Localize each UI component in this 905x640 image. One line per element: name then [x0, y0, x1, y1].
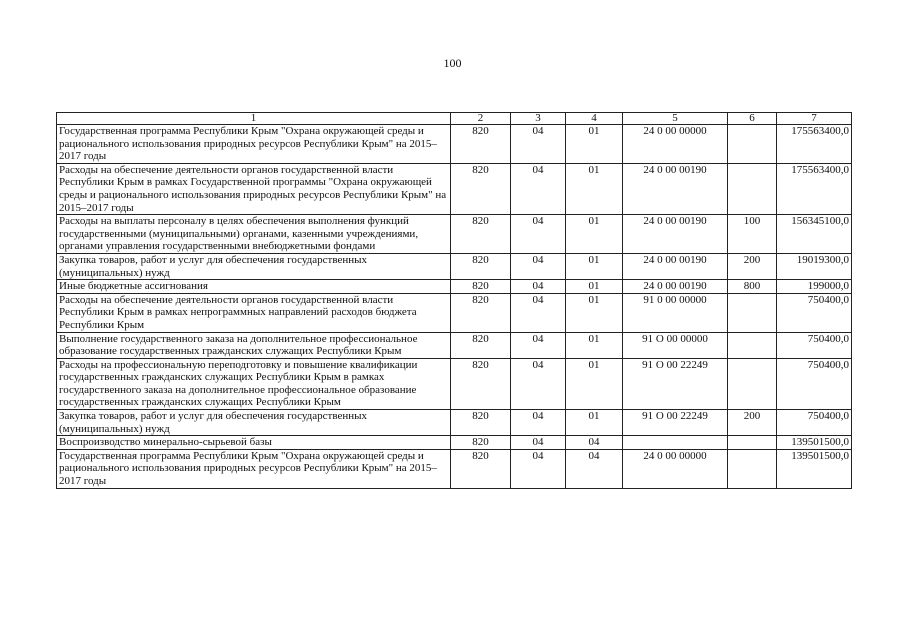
subsection-cell: 01 — [566, 332, 623, 358]
admin-code-cell: 820 — [451, 449, 511, 488]
target-article-cell: 91 О 00 00000 — [623, 332, 728, 358]
table-row — [57, 163, 852, 214]
expense-type-cell — [728, 332, 777, 358]
expense-type-cell — [728, 293, 777, 332]
budget-table — [56, 112, 852, 489]
row-name-cell: Расходы на обеспечение деятельности органов государственной власти Республики Крым в рамках непрограммных направлений расходов бюджета Республики Крым — [57, 293, 451, 332]
subsection-cell: 04 — [566, 449, 623, 488]
section-cell: 04 — [511, 293, 566, 332]
row-name-cell: Государственная программа Республики Крым "Охрана окружающей среды и рационального использования природных ресурсов Республики Крым" на 2015–2017 годы — [57, 125, 451, 164]
table-row — [57, 449, 852, 488]
expense-type-cell — [728, 358, 777, 409]
subsection-cell: 01 — [566, 253, 623, 279]
row-name-cell: Выполнение государственного заказа на дополнительное профессиональное образование государственных гражданских служащих Республики Крым — [57, 332, 451, 358]
section-cell: 04 — [511, 163, 566, 214]
admin-code-cell: 820 — [451, 125, 511, 164]
admin-code-cell: 820 — [451, 358, 511, 409]
section-cell: 04 — [511, 358, 566, 409]
amount-cell: 175563400,0 — [777, 125, 852, 164]
expense-type-cell: 200 — [728, 410, 777, 436]
target-article-cell: 91 О 00 22249 — [623, 410, 728, 436]
expense-type-cell — [728, 125, 777, 164]
row-name-cell: Закупка товаров, работ и услуг для обеспечения государственных (муниципальных) нужд — [57, 410, 451, 436]
admin-code-cell: 820 — [451, 253, 511, 279]
admin-code-cell: 820 — [451, 215, 511, 254]
expense-type-cell: 800 — [728, 280, 777, 294]
amount-cell: 750400,0 — [777, 332, 852, 358]
subsection-cell: 01 — [566, 358, 623, 409]
target-article-cell: 91 0 00 00000 — [623, 293, 728, 332]
section-cell: 04 — [511, 410, 566, 436]
amount-cell: 750400,0 — [777, 410, 852, 436]
section-cell: 04 — [511, 215, 566, 254]
target-article-cell: 24 0 00 00190 — [623, 280, 728, 294]
expense-type-cell — [728, 449, 777, 488]
table-row — [57, 125, 852, 164]
section-cell: 04 — [511, 449, 566, 488]
amount-cell: 750400,0 — [777, 358, 852, 409]
target-article-cell: 24 0 00 00190 — [623, 215, 728, 254]
admin-code-cell: 820 — [451, 410, 511, 436]
row-name-cell: Закупка товаров, работ и услуг для обеспечения государственных (муниципальных) нужд — [57, 253, 451, 279]
page-number: 100 — [443, 56, 462, 70]
amount-cell: 139501500,0 — [777, 436, 852, 450]
section-cell: 04 — [511, 125, 566, 164]
table-row — [57, 410, 852, 436]
amount-cell: 175563400,0 — [777, 163, 852, 214]
row-name-cell: Государственная программа Республики Крым "Охрана окружающей среды и рационального использования природных ресурсов Республики Крым" на 2015–2017 годы — [57, 449, 451, 488]
target-article-cell: 24 0 00 00190 — [623, 163, 728, 214]
subsection-cell: 01 — [566, 293, 623, 332]
subsection-cell: 01 — [566, 163, 623, 214]
section-cell: 04 — [511, 280, 566, 294]
row-name-cell: Воспроизводство минерально-сырьевой базы — [57, 436, 451, 450]
admin-code-cell: 820 — [451, 332, 511, 358]
amount-cell: 156345100,0 — [777, 215, 852, 254]
target-article-cell: 91 О 00 22249 — [623, 358, 728, 409]
row-name-cell: Расходы на профессиональную переподготовку и повышение квалификации государственных гражданских служащих Республики Крым в рамках государственного заказа на дополнительное профессиональное образование государственных гражданских служащих Республики Крым — [57, 358, 451, 409]
amount-cell: 750400,0 — [777, 293, 852, 332]
subsection-cell: 01 — [566, 125, 623, 164]
header-cell: 2 — [451, 113, 511, 125]
admin-code-cell: 820 — [451, 163, 511, 214]
header-cell: 5 — [623, 113, 728, 125]
section-cell: 04 — [511, 253, 566, 279]
expense-type-cell — [728, 163, 777, 214]
target-article-cell: 24 0 00 00000 — [623, 449, 728, 488]
header-cell: 6 — [728, 113, 777, 125]
subsection-cell: 01 — [566, 410, 623, 436]
admin-code-cell: 820 — [451, 293, 511, 332]
expense-type-cell: 200 — [728, 253, 777, 279]
section-cell: 04 — [511, 332, 566, 358]
table-row — [57, 436, 852, 450]
section-cell: 04 — [511, 436, 566, 450]
subsection-cell: 01 — [566, 215, 623, 254]
table-row — [57, 332, 852, 358]
row-name-cell: Иные бюджетные ассигнования — [57, 280, 451, 294]
header-cell: 4 — [566, 113, 623, 125]
target-article-cell — [623, 436, 728, 450]
target-article-cell: 24 0 00 00000 — [623, 125, 728, 164]
amount-cell: 19019300,0 — [777, 253, 852, 279]
header-cell: 3 — [511, 113, 566, 125]
amount-cell: 199000,0 — [777, 280, 852, 294]
subsection-cell: 01 — [566, 280, 623, 294]
table-header-row — [57, 113, 852, 125]
row-name-cell: Расходы на обеспечение деятельности органов государственной власти Республики Крым в рамках Государственной программы "Охрана окружающей среды и рационального использования природных ресурсов Республики Крым" на 2015–2017 годы — [57, 163, 451, 214]
admin-code-cell: 820 — [451, 280, 511, 294]
expense-type-cell — [728, 436, 777, 450]
expense-type-cell: 100 — [728, 215, 777, 254]
table-row — [57, 293, 852, 332]
header-cell: 1 — [57, 113, 451, 125]
table-row — [57, 358, 852, 409]
table-row — [57, 280, 852, 294]
admin-code-cell: 820 — [451, 436, 511, 450]
table-row — [57, 253, 852, 279]
row-name-cell: Расходы на выплаты персоналу в целях обеспечения выполнения функций государственными (муниципальными) органами, казенными учреждениями, органами управления государственными внебюджетными фондами — [57, 215, 451, 254]
table-row — [57, 215, 852, 254]
target-article-cell: 24 0 00 00190 — [623, 253, 728, 279]
subsection-cell: 04 — [566, 436, 623, 450]
header-cell: 7 — [777, 113, 852, 125]
amount-cell: 139501500,0 — [777, 449, 852, 488]
